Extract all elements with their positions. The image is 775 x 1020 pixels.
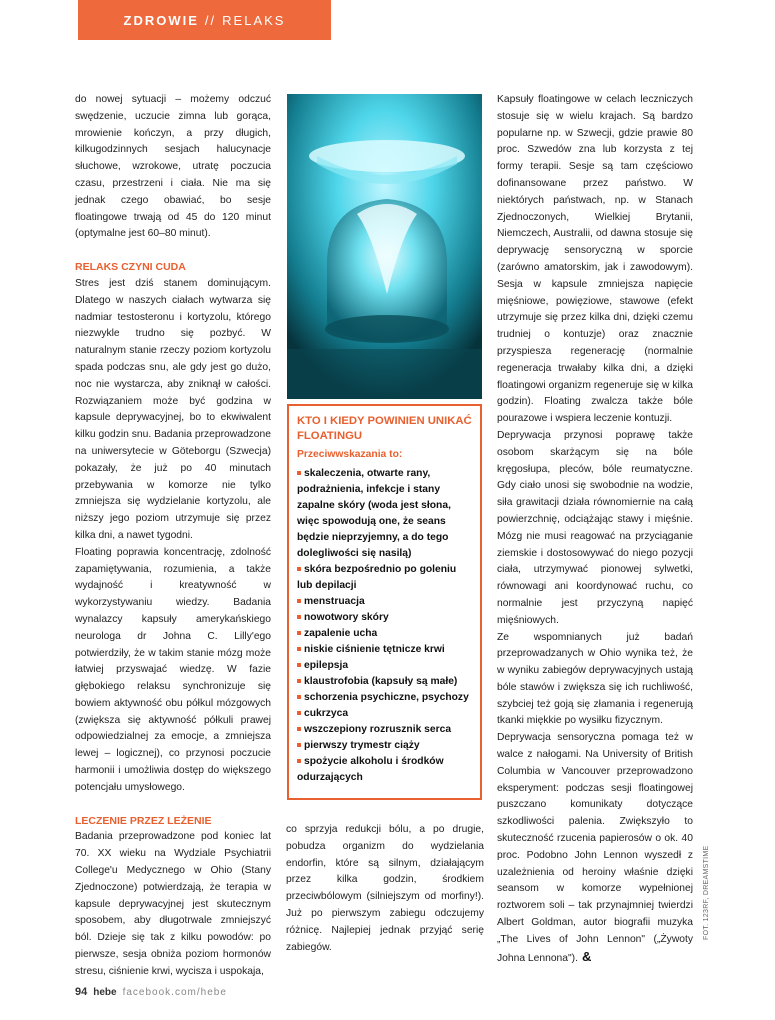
bullet-icon xyxy=(297,647,301,651)
section-separator: // xyxy=(204,12,217,28)
photo-credit: FOT. 123RF, DREAMSTIME xyxy=(703,845,710,940)
box-title: KTO I KIEDY POWINIEN UNIKAĆ FLOATINGU xyxy=(297,415,472,442)
list-item: wszczepiony rozrusznik serca xyxy=(297,722,474,738)
page-footer xyxy=(75,986,227,998)
bullet-icon xyxy=(297,615,301,619)
list-item: klaustrofobia (kapsuły są małe) xyxy=(297,674,474,690)
bullet-icon xyxy=(297,631,301,635)
bullet-icon xyxy=(297,743,301,747)
subheading: LECZENIE PRZEZ LEŻENIE xyxy=(75,814,212,827)
list-item: skóra bezpośrednio po goleniu lub depilacji xyxy=(297,564,457,591)
social-link[interactable]: facebook.com/hebe xyxy=(122,987,227,998)
paragraph: Badania przeprowadzone pod koniec lat 70. XX wieku na Wydziale Psychiatrii College'u Medycznego w Ohio (Stany Zjednoczone) potwierdzają, że terapia w kapsule deprywacyjnej jest skutecznym sposobem, aby długotrwale zmniejszyć ból. Dzieje się tak z kilku powodów: po pierwsze, sesja obniża poziom hormonów stresu, ciśnienie krwi, wycisza i uspokaja, xyxy=(75,831,271,977)
list-item: zapalenie ucha xyxy=(297,626,474,642)
paragraph: Deprywacja sensoryczna pomaga też w walce z nałogami. Na University of British Columbia w Vancouver przeprowadzono eksperyment: podczas sesji floatingowej puszczano komunikaty dotyczące szkodliwości palenia. Zwiększyło to skuteczność rzucenia papierosów o ok. 40 proc. Podobno John Lennon wyszedł z uzależnienia od heroiny właśnie dzięki seansom w komorze wypełnionej roztworem soli – tak przynajmniej twierdzi Albert Goldman, autor biografii muzyka „The Lives of John Lennon" („Żywoty Johna Lennona"). & xyxy=(497,732,693,964)
bullet-icon xyxy=(297,663,301,667)
list-item: menstruacja xyxy=(297,594,474,610)
bullet-icon xyxy=(297,711,301,715)
article-end-mark: & xyxy=(581,948,592,964)
paragraph: Deprywacja przynosi poprawę także osobom skarżącym się na bóle kręgosłupa, pleców, bóle reumatyczne. Gdy ciało unosi się swobodnie na wodzie, siła grawitacji działa równomiernie na całą powierzchnię, odciążając stawy i mięśnie. Mózg nie musi reagować na przyciąganie ziemskie i dostosowywać do niego pozycji ciała, utrzymywać pionowej sylwetki, równowagi ani koordynować ruchu, co normalnie jest przyczyną napięć mięśniowych. xyxy=(497,429,693,626)
paragraph: co sprzyja redukcji bólu, a po drugie, pobudza organizm do wydzielania endorfin, które są silnym, działającym przez kilka godzin, środkiem przeciwbólowym (silniejszym od morfiny!). Już po pierwszym zabiegu odczujemy różnicę. Najlepiej jednak przyjąć serię zabiegów. xyxy=(286,824,484,953)
subheading: RELAKS CZYNI CUDA xyxy=(75,261,186,274)
paragraph: Ze wspomnianych już badań przeprowadzanych w Ohio wynika też, że w wyniku zabiegów deprywacyjnych ustają bóle stawów i zwiększa się ich ruchliwość, szybciej też goją się złamania i regenerują tkanki miękkie po wysiłku fizycznym. xyxy=(497,631,693,727)
paragraph: do nowej sytuacji – możemy odczuć swędzenie, uczucie zimna lub gorąca, mrowienie kończyn, a przy długich, kilkugodzinnych sesjach halucynacje słuchowe, wzrokowe, utratę poczucia czasu, przestrzeni i ciała. Nie ma się jednak czego obawiać, bo sesje floatingowe trwają od 45 do 120 minut (optymalne jest 60–80 minut). xyxy=(75,94,271,240)
page-number: 94 xyxy=(75,986,88,998)
column-left xyxy=(75,92,271,981)
list-item: schorzenia psychiczne, psychozy xyxy=(297,690,474,706)
list-item: pierwszy trymestr ciąży xyxy=(297,738,474,754)
paragraph: Kapsuły floatingowe w celach leczniczych stosuje się w wielu krajach. Są bardzo popularne np. w Szwecji, gdzie prawie 80 proc. Szwedów zna lub korzysta z tej formy terapii. Sesje są tam częściowo dofinansowane przez państwo. W niektórych państwach, np. w Stanach Zjednoczonych, Wielkiej Brytanii, Niemczech, Australii, od dawna stosuje się deprywację sensoryczną w sporcie (zarówno amatorskim, jak i zawodowym). Sesja w kapsule zmniejsza napięcie mięśniowe, powięziowe, stawowe (efekt utrzymuje się przez kilka dni, dzięki czemu trudniej o kontuzje) oraz znacznie przyspiesza regenerację (normalnie regeneracja trwałaby kilka dni, a dzięki floatingowi organizm regeneruje się w kilka godzin). Floating zwalcza także bóle pourazowe i wspiera leczenie kontuzji. xyxy=(497,94,693,425)
subsection-label: RELAKS xyxy=(222,12,286,28)
float-tank-photo xyxy=(287,94,482,399)
list-item: epilepsja xyxy=(297,658,474,674)
paragraph: Stres jest dziś stanem dominującym. Dlatego w naszych ciałach wytwarza się nadmiar testosteronu i kortyzolu, którego niezwykle trudno się pozbyć. W naturalnym stanie rzeczy poziom kortyzolu spada podczas snu, ale gdy jest go dużo, noc nie wystarcza, aby zniknął w całości. Rozwiązaniem może być godzina w kapsule deprywacyjnej, bo to ekwiwalent kilku godzin snu. Badania przeprowadzone na uniwersytecie w Göteborgu (Szwecja) pokazały, że już po 40 minutach przebywania w komorze nie tylko zmniejsza się wydzielanie kortyzolu, ale niższy jego poziom utrzymuje się przez kilka dni, a nawet tygodni. xyxy=(75,277,271,541)
bullet-icon xyxy=(297,471,301,475)
bullet-icon xyxy=(297,679,301,683)
list-item: skaleczenia, otwarte rany, podrażnienia, infekcje i stany zapalne skóry (woda jest słona, więc spowodują one, że seans będzie nieprzyjemny, a do tego dolegliwości się nasilą) xyxy=(297,468,451,559)
list-item: spożycie alkoholu i środków odurzających xyxy=(297,756,444,783)
column-middle-text xyxy=(286,822,484,956)
bullet-icon xyxy=(297,567,301,571)
bullet-icon xyxy=(297,599,301,603)
contraindications-list xyxy=(297,466,474,786)
box-subtitle: Przeciwwskazania to: xyxy=(297,449,403,460)
list-item: nowotwory skóry xyxy=(297,610,474,626)
section-label: ZDROWIE xyxy=(123,12,199,28)
column-right xyxy=(497,92,693,967)
section-header xyxy=(78,0,331,40)
float-tank-illustration xyxy=(287,94,482,399)
bullet-icon xyxy=(297,759,301,763)
bullet-icon xyxy=(297,695,301,699)
bullet-icon xyxy=(297,727,301,731)
paragraph: Floating poprawia koncentrację, zdolność zapamiętywania, rozumienia, a także wydajność i kreatywność w wykorzystywaniu wiedzy. Badania wynalazcy kapsuły amerykańskiego neurologa dr Johna C. Lilly'ego potwierdziły, że w takim stanie mózg może łatwiej przyswajać wiedzę. W fazie głębokiego relaksu synchronizuje się bowiem aktywność obu półkul mózgowych (zwiększa się aktywność półkuli prawej odpowiedzialnej za emocje, a zmniejsza lewej – logicznej), co przynosi poczucie harmonii i umożliwia dostęp do większego potencjału umysłowego. xyxy=(75,546,271,793)
list-item: cukrzyca xyxy=(297,706,474,722)
list-item: niskie ciśnienie tętnicze krwi xyxy=(297,642,474,658)
magazine-name: hebe xyxy=(93,987,117,998)
contraindications-box xyxy=(287,404,482,800)
